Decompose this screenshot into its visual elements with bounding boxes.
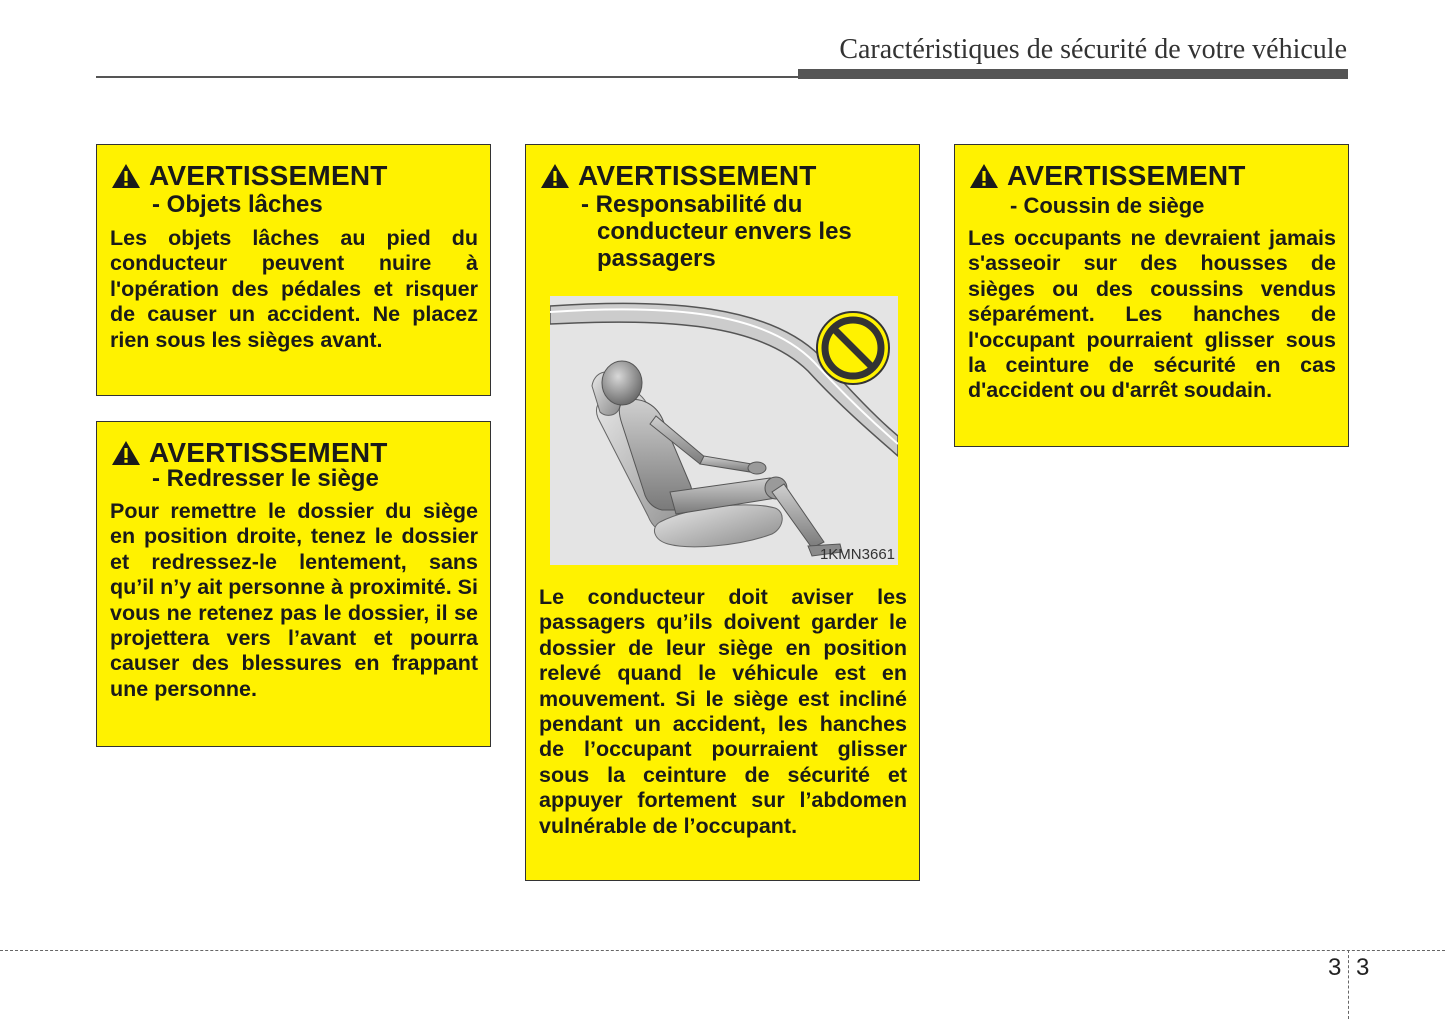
warning-body: Le conducteur doit aviser les passagers qu’ils doivent garder le dossier de leur siège en position relevé quand le véhicule est en mouvement. Si le siège est incliné pendant un accident, les hanches de l’occupant pourraient glisser sous la ceinture de sécurité et appuyer fortement sur l’abdomen vulnérable de l’occupant. xyxy=(539,585,907,838)
warning-triangle-icon xyxy=(969,163,999,189)
page-number: 3 xyxy=(1356,954,1370,981)
warning-title: AVERTISSEMENT xyxy=(149,160,388,191)
warning-box-coussin-siege xyxy=(954,144,1349,447)
warning-title: AVERTISSEMENT xyxy=(578,160,817,191)
reclined-seat-illustration xyxy=(550,296,898,565)
page-header-title: Caractéristiques de sécurité de votre véhicule xyxy=(839,34,1347,65)
warning-box-responsabilite-conducteur xyxy=(525,144,920,881)
warning-header xyxy=(969,161,1246,191)
warning-body: Les occupants ne devraient jamais s'asseoir sur des housses de sièges ou des coussins vendus séparément. Les hanches de l'occupant pourraient glisser sous la ceinture de sécurité en cas d'accident ou d'arrêt soudain. xyxy=(968,226,1336,403)
warning-box-objets-laches xyxy=(96,144,491,396)
warning-body: Pour remettre le dossier du siège en position droite, tenez le dossier et redressez-le lentement, sans qu’il n’y ait personne à proximité. Si vous ne retenez pas le dossier, il se projettera vers l’avant et pourra causer des blessures en frappant une personne. xyxy=(110,499,478,701)
warning-triangle-icon xyxy=(540,163,570,189)
warning-subtitle: - Responsabilité du conducteur envers les passagers xyxy=(581,191,852,272)
warning-box-redresser-siege xyxy=(96,421,491,747)
footer-dashed-rule xyxy=(0,950,1445,951)
warning-triangle-icon xyxy=(111,440,141,466)
warning-title: AVERTISSEMENT xyxy=(149,437,388,468)
warning-body: Les objets lâches au pied du conducteur peuvent nuire à l'opération des pédales et risquer de causer un accident. Ne placez rien sous les sièges avant. xyxy=(110,226,478,352)
chapter-number: 3 xyxy=(1328,954,1342,981)
footer-vertical-dashed-rule xyxy=(1348,950,1349,1019)
warning-header xyxy=(540,161,817,191)
warning-triangle-icon xyxy=(111,163,141,189)
header-rule xyxy=(96,76,1348,78)
warning-header xyxy=(111,161,388,191)
warning-subtitle: - Objets lâches xyxy=(152,191,323,218)
prohibition-icon xyxy=(817,312,889,384)
warning-title: AVERTISSEMENT xyxy=(1007,160,1246,191)
figure-code: 1KMN3661 xyxy=(819,546,895,563)
warning-subtitle: - Coussin de siège xyxy=(1010,193,1205,218)
warning-subtitle: - Redresser le siège xyxy=(152,465,379,492)
reclined-occupant-drawing xyxy=(550,296,898,565)
warning-header xyxy=(111,438,388,468)
